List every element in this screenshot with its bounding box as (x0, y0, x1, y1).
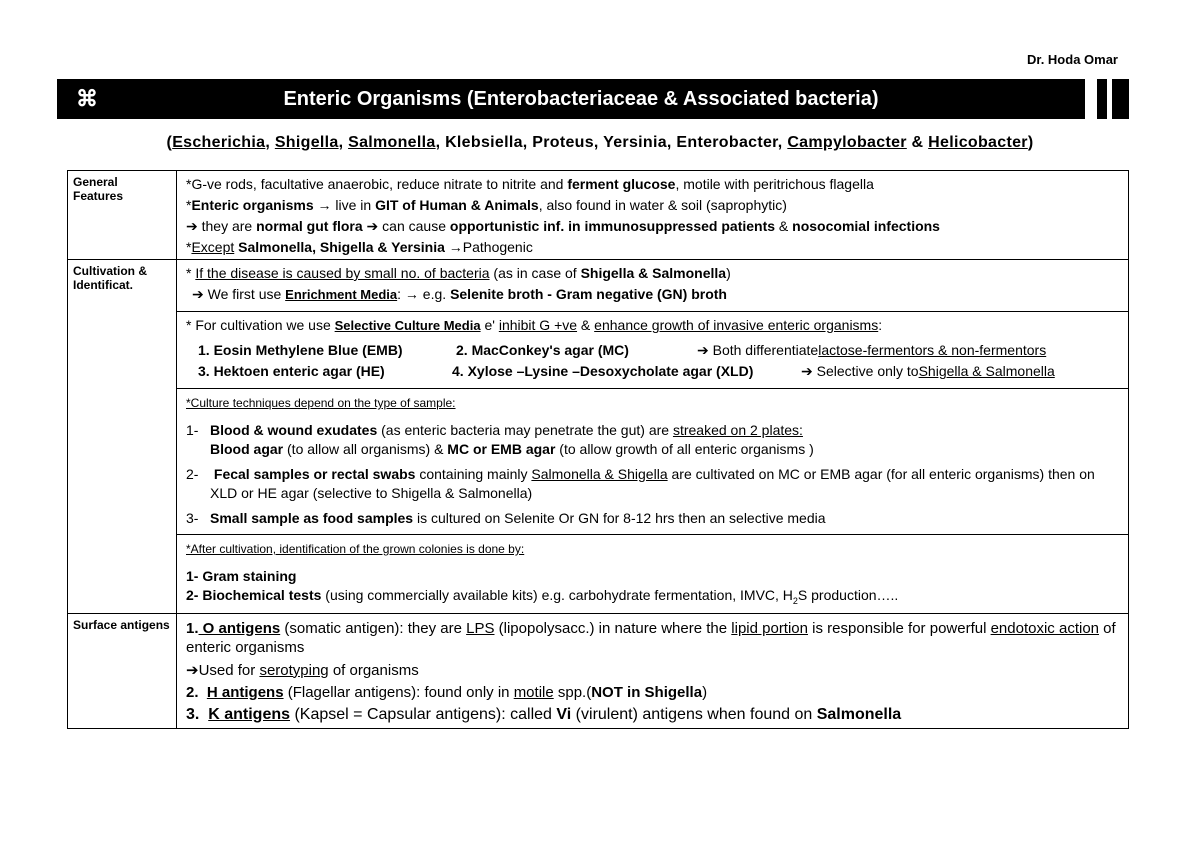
subtitle-text: , (265, 134, 275, 151)
subtitle-genus: Campylobacter (787, 134, 907, 151)
identification-heading: *After cultivation, identification of the grown colonies is done by: (186, 542, 525, 556)
identification-block (177, 534, 1128, 613)
cultivation-content (177, 260, 1129, 614)
technique-item: 1- Blood & wound exudates (as enteric bacteria may penetrate the gut) are streaked on 2 plates: Blood agar (to allow all organisms) & MC or EMB agar (to allow growth of all enteric organisms ) (186, 422, 814, 457)
techniques-heading: *Culture techniques depend on the type of sample: (186, 396, 456, 410)
subtitle-genus: Salmonella (348, 134, 436, 151)
antigen-note: ➔Used for serotyping of organisms (186, 661, 419, 679)
title-decoration-bar (1097, 79, 1107, 119)
media-row: 1. Eosin Methylene Blue (EMB) 2. MacConkey's agar (MC) ➔ Both differentiate lactose-fermentors & non-fermentors (198, 342, 1047, 358)
antigen-item: 1. O antigens (somatic antigen): they are LPS (lipopolysacc.) in nature where the lipid portion is responsible for powerful endotoxic action of enteric organisms (186, 619, 1116, 656)
media-row: 3. Hektoen enteric agar (HE) 4. Xylose –Lysine –Desoxycholate agar (XLD) ➔ Selective only to Shigella & Salmonella (198, 363, 1055, 379)
notes-table (67, 170, 1129, 729)
page-title: Enteric Organisms (Enterobacteriaceae & Associated bacteria) (283, 87, 879, 110)
general-features-content (177, 171, 1129, 260)
row-label: General Features (68, 171, 177, 260)
author-name: Dr. Hoda Omar (1026, 52, 1118, 67)
culture-techniques-block (177, 388, 1128, 534)
identification-item: 2- Biochemical tests (using commercially available kits) e.g. carbohydrate fermentation, IMVC, $H_2S$ production….. (186, 587, 899, 606)
subtitle-text: & (906, 134, 929, 151)
technique-item: 2- Fecal samples or rectal swabs containing mainly Salmonella & Shigella are cultivated on MC or EMB agar (for all enteric organisms) then on XLD or HE agar (selective to Shigella & Salmonella) (186, 466, 1095, 501)
subtitle-text: ( (166, 134, 173, 151)
surface-antigens-content (177, 613, 1129, 728)
antigen-item: 2. H antigens (Flagellar antigens): found only in motile spp.(NOT in Shigella) (186, 683, 708, 701)
antigen-item: 3. K antigens (Kapsel = Capsular antigens): called Vi (virulent) antigens when found on Salmonella (186, 705, 902, 723)
surface-antigens-row (68, 613, 1129, 728)
enrichment-block: * If the disease is caused by small no. of bacteria (as in case of Shigella & Salmonella) ➔ We first use Enrichment Media: → e.g. Selenite broth - Gram negative (GN) broth (186, 265, 731, 302)
subtitle-text: , (338, 134, 349, 151)
subtitle-text: , Klebsiella, Proteus, Yersinia, Enterobacter, (435, 134, 788, 151)
subtitle-genus: Escherichia (172, 134, 266, 151)
subtitle-genus: Helicobacter (928, 134, 1028, 151)
subtitle-genus: Shigella (274, 134, 339, 151)
identification-item: 1- Gram staining (186, 568, 297, 584)
title-bar (57, 79, 1085, 119)
subtitle-text: ) (1027, 134, 1034, 151)
general-line-1: *G-ve rods, facultative anaerobic, reduce nitrate to nitrite and ferment glucose, motile with peritrichous flagella (186, 176, 874, 192)
title-decoration-bar (1112, 79, 1129, 119)
cultivation-row (68, 260, 1129, 614)
row-label: Cultivation & Identificat. (68, 260, 177, 614)
technique-item: 3- Small sample as food samples is cultured on Selenite Or GN for 8-12 hrs then an selective media (186, 510, 826, 526)
row-label: Surface antigens (68, 613, 177, 728)
general-line-2: *Enteric organisms → live in GIT of Human & Animals, also found in water & soil (saprophytic) (186, 197, 787, 213)
title-mark-icon: ⌘ (76, 86, 98, 111)
general-features-row (68, 171, 1129, 260)
subtitle (0, 134, 1200, 152)
general-line-3: ➔ they are normal gut flora ➔ can cause opportunistic inf. in immunosuppressed patients & nosocomial infections (186, 218, 940, 234)
general-line-4: *Except Salmonella, Shigella & Yersinia →Pathogenic (186, 239, 533, 255)
selective-media-block: * For cultivation we use Selective Culture Media e' inhibit G +ve & enhance growth of invasive enteric organisms: 1. Eosin Methylene Blue (EMB) 2. MacConkey's agar (MC) ➔ Both differentiate lactose-fermentors & non-fermentors 3. Hektoen enteric agar (HE) 4. Xylose –Lysine –Desoxycholate agar (XLD) ➔ Selective only to Shigella & Salmonella (177, 311, 1128, 388)
